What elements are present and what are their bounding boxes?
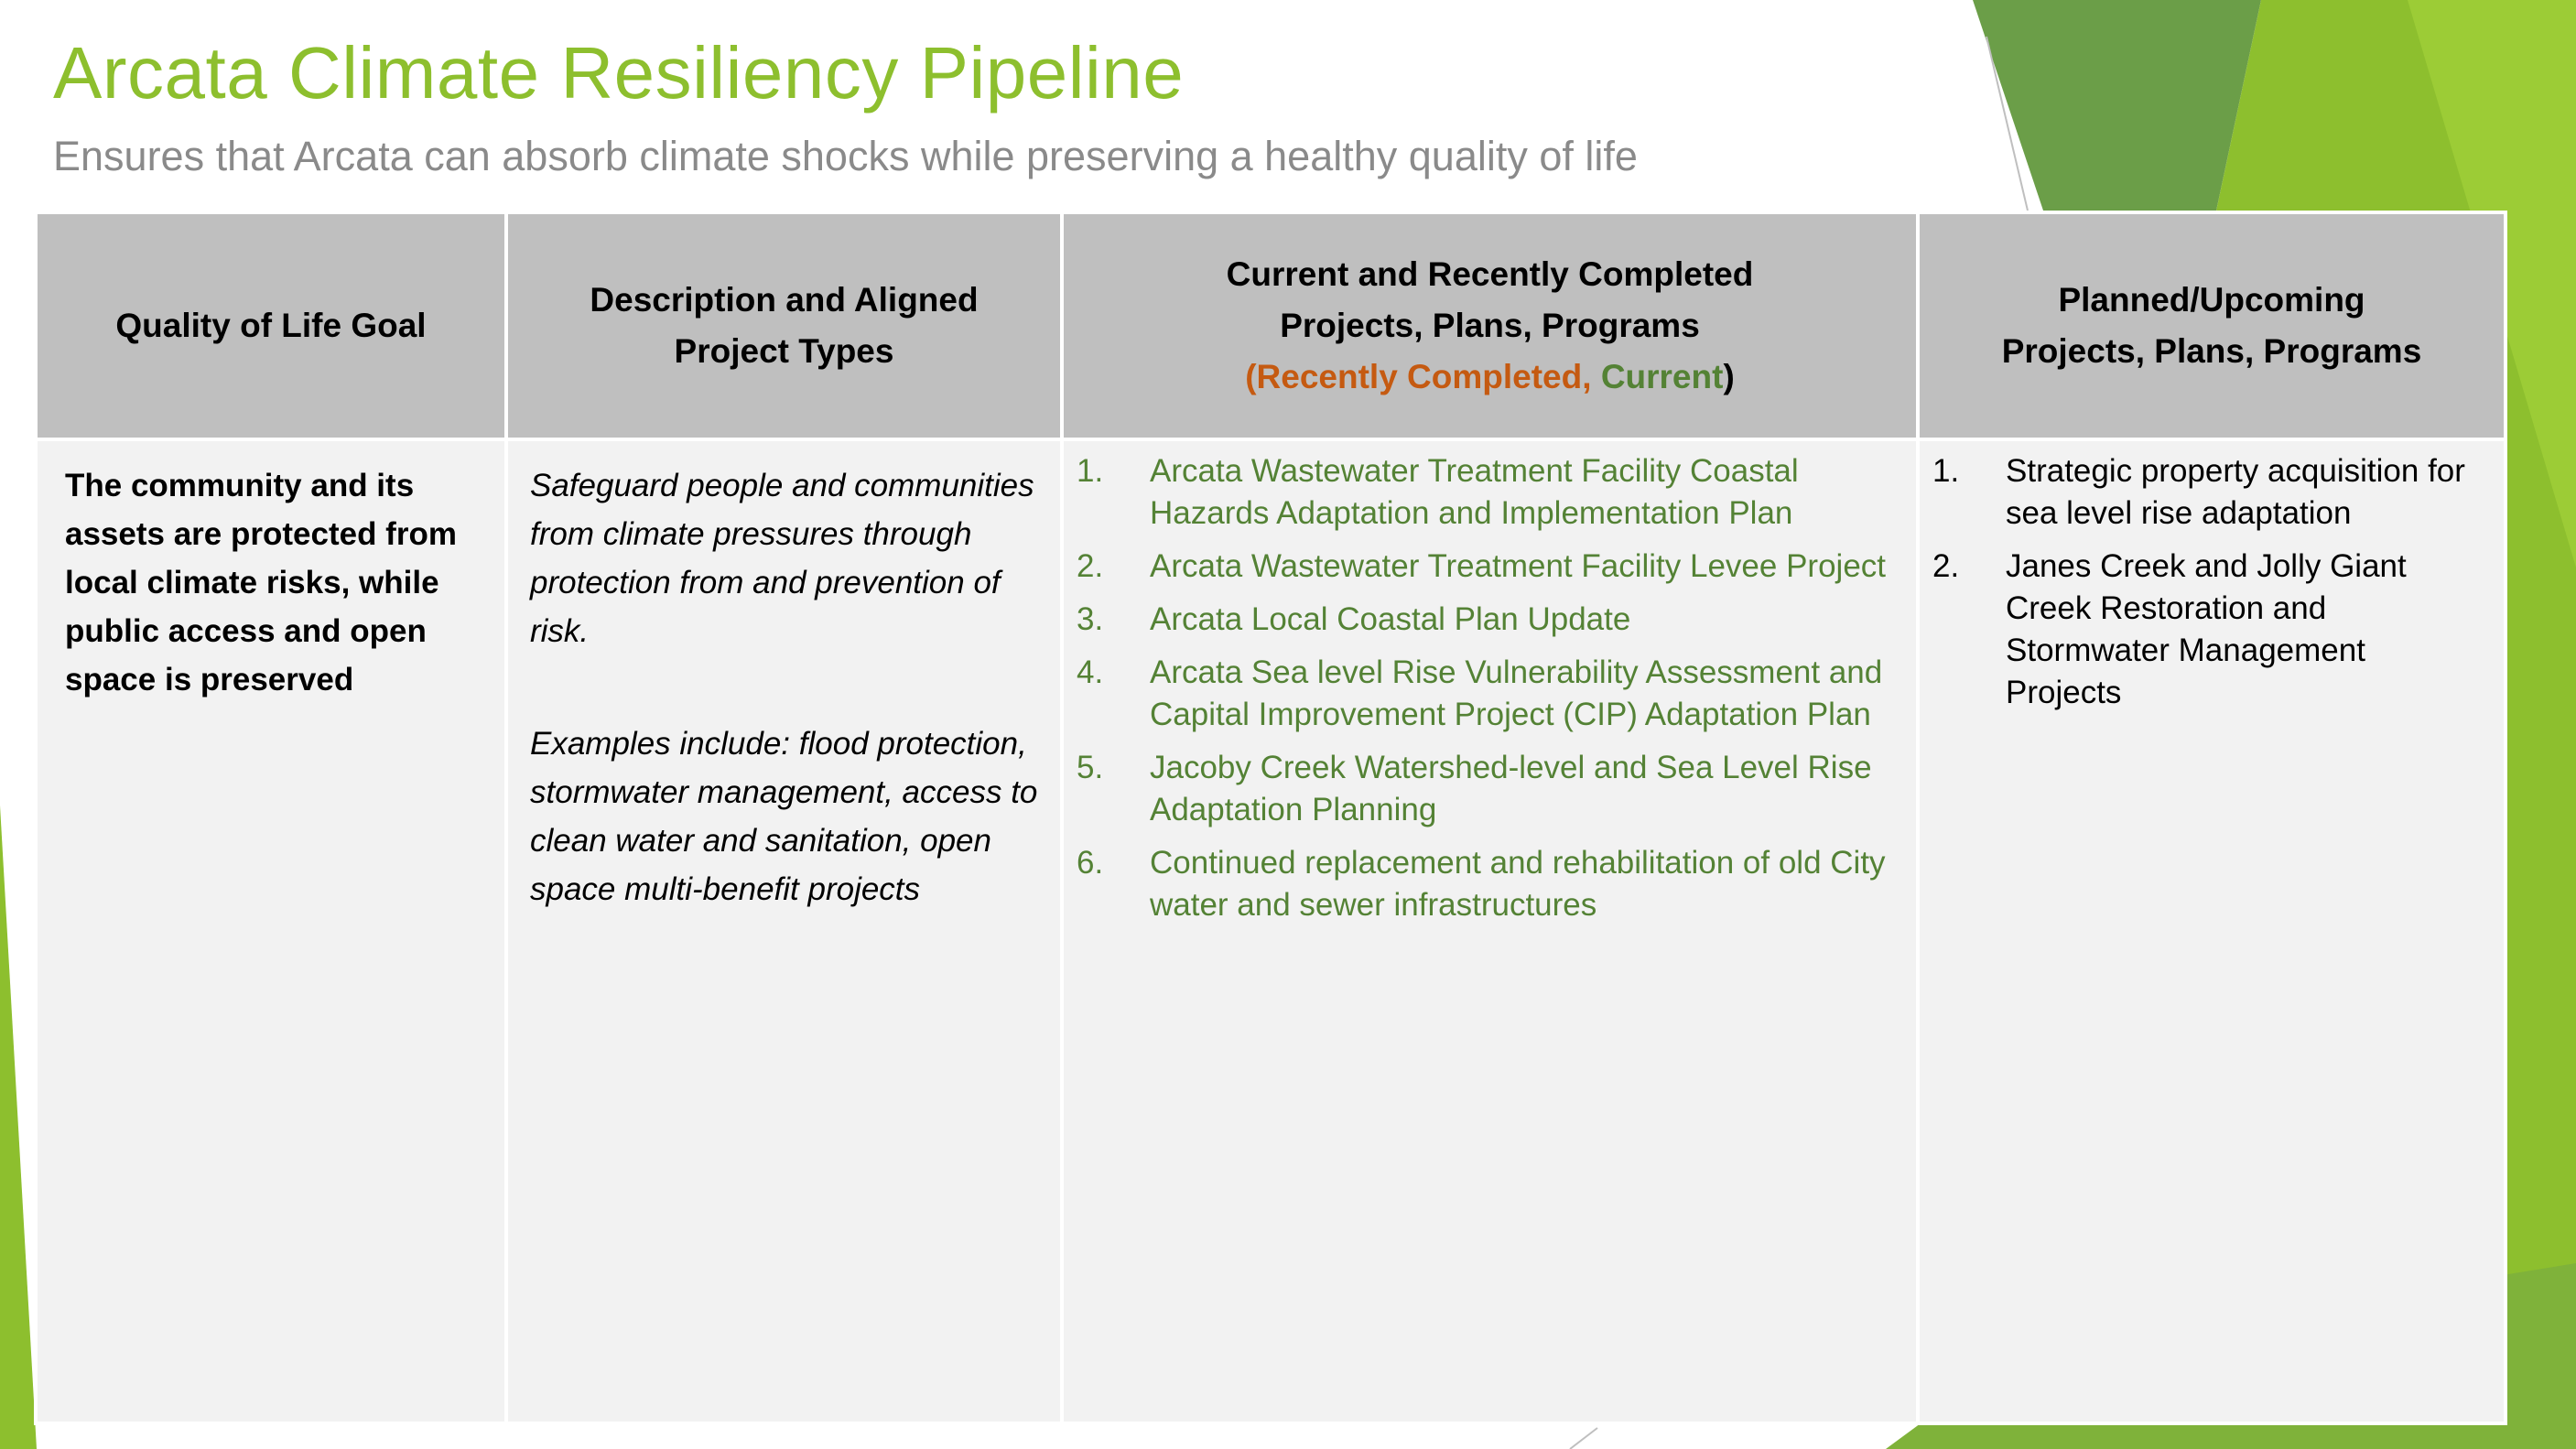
header-goal bbox=[36, 212, 506, 439]
list-item-text: Arcata Local Coastal Plan Update bbox=[1150, 601, 1631, 637]
slide-subtitle: Ensures that Arcata can absorb climate shocks while preserving a healthy quality of life bbox=[53, 133, 1638, 179]
description-text: Safeguard people and communities from climate pressures through protection from and prevention of risk. bbox=[530, 468, 1034, 649]
list-item bbox=[1077, 842, 1894, 926]
resiliency-pipeline-table bbox=[34, 211, 2507, 1425]
legend-open-paren: ( bbox=[1245, 358, 1257, 395]
header-current bbox=[1062, 212, 1918, 439]
list-item-text: Strategic property acquisition for sea level rise adaptation bbox=[2006, 453, 2465, 531]
list-item bbox=[1077, 599, 1894, 641]
examples-text: Examples include: flood protection, stormwater management, access to clean water and sanitation, open space multi-benefit projects bbox=[530, 726, 1038, 907]
table-row bbox=[36, 439, 2506, 1423]
list-item-number: 6. bbox=[1077, 845, 1104, 881]
current-projects-cell bbox=[1062, 439, 1918, 1423]
planned-projects-cell bbox=[1918, 439, 2506, 1423]
list-item bbox=[1077, 652, 1894, 736]
header-planned-line2: Projects, Plans, Programs bbox=[2001, 332, 2422, 370]
list-item bbox=[1932, 450, 2482, 535]
legend-recently-completed: Recently Completed bbox=[1256, 358, 1583, 395]
header-goal-text: Quality of Life Goal bbox=[115, 307, 427, 344]
planned-projects-list bbox=[1932, 450, 2482, 714]
list-item-text: Jacoby Creek Watershed-level and Sea Level Rise Adaptation Planning bbox=[1150, 750, 1872, 827]
list-item-text: Arcata Wastewater Treatment Facility Levee Project bbox=[1150, 548, 1887, 584]
list-item-number: 3. bbox=[1077, 601, 1104, 637]
goal-cell: The community and its assets are protected from local climate risks, while public access and open space is preserved bbox=[36, 439, 506, 1423]
current-projects-list bbox=[1077, 450, 1894, 926]
header-planned-line1: Planned/Upcoming bbox=[2058, 281, 2365, 319]
legend-separator: , bbox=[1582, 358, 1601, 395]
header-current-legend bbox=[1082, 351, 1898, 403]
thin-accent-line-bottom bbox=[1570, 1428, 1597, 1449]
description-cell bbox=[506, 439, 1062, 1423]
header-current-line2: Projects, Plans, Programs bbox=[1280, 307, 1700, 344]
list-item-number: 2. bbox=[1932, 548, 1960, 584]
list-item-number: 1. bbox=[1077, 453, 1104, 489]
header-current-line1: Current and Recently Completed bbox=[1226, 255, 1754, 293]
list-item bbox=[1077, 747, 1894, 831]
list-item-text: Continued replacement and rehabilitation of old City water and sewer infrastructures bbox=[1150, 845, 1886, 923]
left-edge-facet bbox=[0, 806, 37, 1449]
header-description bbox=[506, 212, 1062, 439]
header-description-line1: Description and Aligned bbox=[590, 281, 979, 319]
list-item bbox=[1077, 450, 1894, 535]
legend-close-paren: ) bbox=[1723, 358, 1735, 395]
list-item bbox=[1932, 546, 2482, 714]
list-item bbox=[1077, 546, 1894, 588]
list-item-number: 5. bbox=[1077, 750, 1104, 785]
header-planned bbox=[1918, 212, 2506, 439]
list-item-text: Janes Creek and Jolly Giant Creek Restoration and Stormwater Management Projects bbox=[2006, 548, 2407, 710]
list-item-number: 2. bbox=[1077, 548, 1104, 584]
list-item-number: 4. bbox=[1077, 654, 1104, 690]
legend-current: Current bbox=[1600, 358, 1724, 395]
list-item-text: Arcata Wastewater Treatment Facility Coastal Hazards Adaptation and Implementation Plan bbox=[1150, 453, 1799, 531]
list-item-number: 1. bbox=[1932, 453, 1960, 489]
header-description-line2: Project Types bbox=[674, 332, 894, 370]
table-header-row bbox=[36, 212, 2506, 439]
slide-title: Arcata Climate Resiliency Pipeline bbox=[53, 32, 1185, 114]
list-item-text: Arcata Sea level Rise Vulnerability Assessment and Capital Improvement Project (CIP) Adaptation Plan bbox=[1150, 654, 1883, 732]
